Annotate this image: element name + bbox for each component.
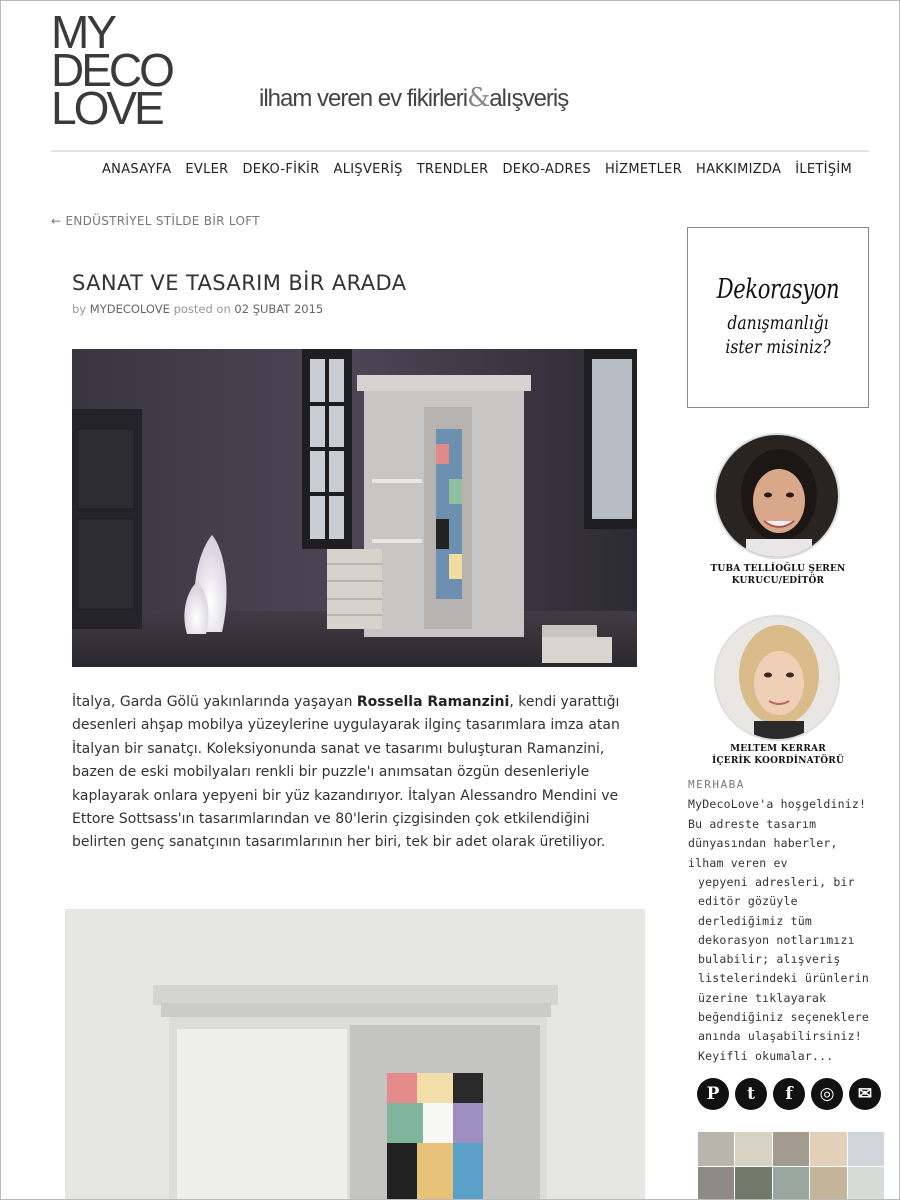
logo-line-1: MY [51, 6, 114, 58]
gallery-thumb[interactable] [735, 1167, 771, 1200]
body-post: , kendi yarattığı desenleri ahşap mobilya yüzeylerine uygulayarak ilginç tasarımlara imza atan İtalyan bir sanatçı. Koleksiyonunda sanat ve tasarımı buluşturan Ramanzini, bazen de eski mobilyaları renkli bir puzzle'ı anımsatan özgün desenleriyle kaplayarak onlara yepyeni bir yüz kazandırıyor. İtalyan Alessandro Mendini ve Ettore Sottsass'ın tasarımlarından ve 80'lerin çizgisinden çok etkilendiğini belirten genç sanatçının tasarımlarının her biri, tek bir adet olarak üretiliyor. [72, 694, 620, 851]
body-pre: İtalya, Garda Gölü yakınlarında yaşayan [72, 694, 357, 710]
person-name-2: MELTEM KERRAR [730, 744, 826, 754]
social-links [697, 1078, 881, 1110]
logo-line-3: LOVE [51, 82, 162, 134]
tagline-pre: ilham veren ev fikirleri [259, 85, 468, 112]
pinterest-icon[interactable]: P [697, 1078, 729, 1110]
person-role-2: İÇERİK KOORDİNATÖRÜ [711, 756, 844, 766]
consulting-promo-banner[interactable] [687, 227, 869, 408]
tagline-post: alışveriş [489, 85, 569, 112]
promo-line-3: ister misiniz? [725, 336, 831, 358]
gallery-thumb[interactable] [810, 1132, 846, 1166]
gallery-thumb[interactable] [773, 1132, 809, 1166]
portrait-tuba [716, 435, 840, 559]
instagram-icon[interactable]: ◎ [811, 1078, 843, 1110]
nav-trendler[interactable]: TRENDLER [416, 162, 489, 177]
nav-evler[interactable]: EVLER [185, 162, 229, 177]
nav-hakkimizda[interactable]: HAKKIMIZDA [696, 162, 782, 177]
nav-iletisim[interactable]: İLETİŞİM [795, 162, 852, 177]
welcome-text-part-1: MyDecoLove'a hoşgeldiniz! Bu adreste tasarım dünyasından haberler, ilham veren ev [688, 797, 867, 870]
person-name-1: TUBA TELLİOĞLU ŞEREN [710, 564, 846, 574]
meta-date-link[interactable]: 02 ŞUBAT 2015 [234, 302, 324, 316]
promo-line-2: danışmanlığı [727, 312, 829, 334]
promo-line-1: Dekorasyon [716, 274, 840, 305]
nav-alisveris[interactable]: ALIŞVERİŞ [333, 162, 403, 177]
facebook-icon[interactable]: f [773, 1078, 805, 1110]
post-meta [72, 302, 323, 316]
site-logo[interactable] [51, 6, 181, 134]
gallery-thumb[interactable] [848, 1132, 884, 1166]
body-artist-name: Rossella Ramanzini [356, 694, 510, 710]
gallery-thumb[interactable] [698, 1132, 734, 1166]
gallery-thumb[interactable] [773, 1167, 809, 1200]
gallery-thumb[interactable] [735, 1132, 771, 1166]
welcome-text-part-2: yepyeni adresleri, bir editör gözüyle derlediğimiz tüm dekorasyon notlarımızı bulabilir; alışveriş listelerindeki ürünlerin üzerine tıklayarak beğendiğiniz seçeneklere anında ulaşabilirsiniz! Keyifli okumalar... [698, 875, 869, 1063]
gallery-thumb[interactable] [810, 1167, 846, 1200]
header-divider [51, 150, 869, 152]
nav-home[interactable]: ANASAYFA [101, 162, 172, 177]
portrait-meltem [716, 617, 840, 741]
twitter-icon[interactable]: t [735, 1078, 767, 1110]
nav-deko-fikir[interactable]: DEKO-FİKİR [242, 162, 320, 177]
instagram-gallery [698, 1132, 884, 1200]
post-image-cabinet[interactable] [65, 909, 645, 1200]
post-title: SANAT VE TASARIM BİR ARADA [72, 271, 407, 295]
logo-line-2: DECO [51, 44, 172, 96]
main-nav [95, 162, 859, 177]
nav-hizmetler[interactable]: HİZMETLER [604, 162, 683, 177]
meta-author-link[interactable]: MYDECOLOVE [89, 302, 170, 316]
avatar-tuba [714, 433, 840, 559]
tagline-amp: & [467, 83, 490, 113]
email-icon[interactable]: ✉ [849, 1078, 881, 1110]
site-tagline [259, 83, 568, 113]
gallery-thumb[interactable] [848, 1167, 884, 1200]
meta-by: by [72, 302, 87, 316]
meta-posted: posted on [173, 302, 231, 316]
previous-post-link[interactable]: ← ENDÜSTRİYEL STİLDE BİR LOFT [51, 214, 260, 228]
welcome-title: MERHABA [688, 778, 745, 791]
person-role-1: KURUCU/EDİTÖR [731, 576, 825, 586]
gallery-thumb[interactable] [698, 1167, 734, 1200]
post-body [72, 691, 642, 855]
dark-room-illustration [72, 349, 637, 667]
avatar-meltem [714, 615, 840, 741]
nav-deko-adres[interactable]: DEKO-ADRES [502, 162, 591, 177]
cabinet-illustration [65, 909, 645, 1200]
post-image-dark-room[interactable] [72, 349, 637, 667]
